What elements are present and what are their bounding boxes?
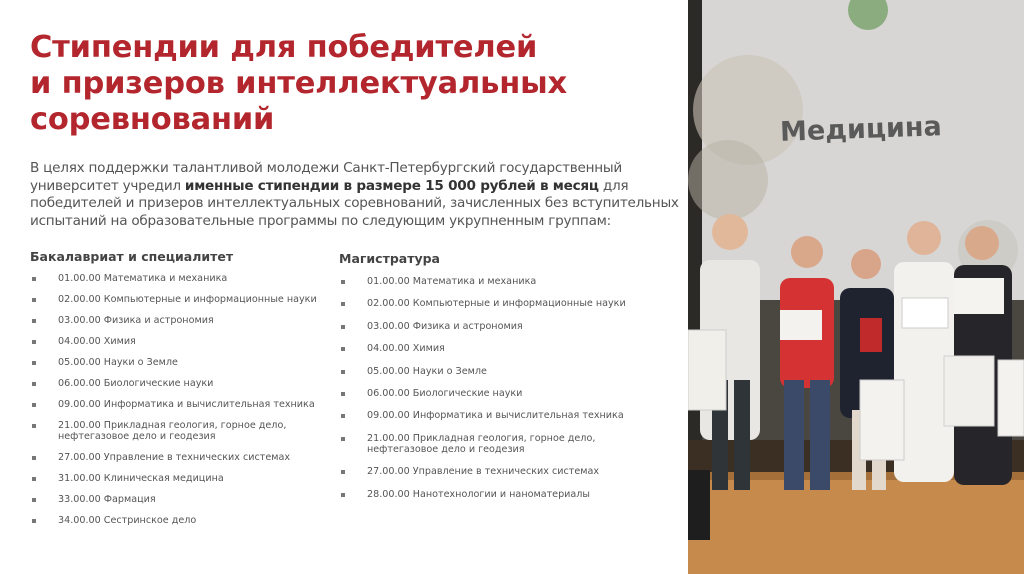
- photo-illustration: [688, 0, 1024, 574]
- list-item-text: 03.00.00 Физика и астрономия: [58, 315, 214, 326]
- list-item-text: 09.00.00 Информатика и вычислительная техника: [58, 399, 315, 410]
- bachelor-column: [30, 249, 330, 536]
- square-bullet-icon: [32, 382, 36, 386]
- list-item-text: 06.00.00 Биологические науки: [367, 387, 523, 399]
- square-bullet-icon: [32, 340, 36, 344]
- square-bullet-icon: [341, 414, 345, 418]
- square-bullet-icon: [32, 298, 36, 302]
- list-item: [339, 298, 659, 309]
- list-item-text: 33.00.00 Фармация: [58, 494, 156, 505]
- list-item: [339, 388, 659, 399]
- list-item-text: 09.00.00 Информатика и вычислительная техника: [367, 410, 624, 422]
- list-item-text: 02.00.00 Компьютерные и информационные науки: [58, 294, 317, 305]
- list-item: [30, 452, 330, 463]
- list-item-text: 34.00.00 Сестринское дело: [58, 515, 197, 526]
- master-heading: Магистратура: [339, 251, 440, 266]
- list-item: [30, 420, 330, 442]
- square-bullet-icon: [32, 498, 36, 502]
- list-item: [30, 515, 330, 526]
- bachelor-heading: Бакалавриат и специалитет: [30, 249, 234, 264]
- intro-text: для победителей и призеров интеллектуальных соревнований, зачисленных без вступительных испытаний на образовательные программы по следующим укрупненным группам:: [30, 177, 679, 229]
- list-item-text: 01.00.00 Математика и механика: [58, 273, 228, 284]
- list-item-text: 28.00.00 Нанотехнологии и наноматериалы: [367, 488, 590, 500]
- list-item-text: 21.00.00 Прикладная геология, горное дело, нефтегазовое дело и геодезия: [58, 420, 287, 442]
- list-item-text: 21.00.00 Прикладная геология, горное дело, нефтегазовое дело и геодезия: [367, 432, 596, 455]
- list-item: [30, 473, 330, 484]
- square-bullet-icon: [341, 347, 345, 351]
- list-item: [30, 494, 330, 505]
- intro-highlight: именные стипендии в размере 15 000 рублей в месяц: [184, 177, 599, 194]
- list-item: [30, 378, 330, 389]
- square-bullet-icon: [341, 392, 345, 396]
- list-item: [339, 489, 659, 500]
- list-item: [339, 343, 659, 354]
- square-bullet-icon: [341, 470, 345, 474]
- square-bullet-icon: [341, 370, 345, 374]
- list-item: [30, 399, 330, 410]
- list-item: [30, 315, 330, 326]
- title-line: и призеров интеллектуальных: [30, 66, 567, 101]
- list-item: [30, 357, 330, 368]
- list-item-text: 02.00.00 Компьютерные и информационные науки: [367, 298, 626, 310]
- list-item-text: 27.00.00 Управление в технических системах: [367, 466, 600, 478]
- square-bullet-icon: [32, 424, 36, 428]
- list-item: [339, 276, 659, 287]
- list-item: [339, 466, 659, 477]
- list-item: [339, 433, 659, 455]
- screen-caption: Медицина: [779, 111, 943, 148]
- square-bullet-icon: [32, 277, 36, 281]
- list-item-text: 27.00.00 Управление в технических системах: [58, 452, 291, 463]
- square-bullet-icon: [32, 519, 36, 523]
- award-photo: [688, 0, 1024, 574]
- list-item-text: 05.00.00 Науки о Земле: [367, 365, 487, 377]
- slide-title: [30, 30, 670, 138]
- list-item-text: 04.00.00 Химия: [367, 343, 445, 355]
- list-item-text: 05.00.00 Науки о Земле: [58, 357, 178, 368]
- master-column: [339, 251, 659, 511]
- list-item-text: 03.00.00 Физика и астрономия: [367, 320, 523, 332]
- list-item-text: 01.00.00 Математика и механика: [367, 276, 537, 287]
- square-bullet-icon: [341, 325, 345, 329]
- list-item: [30, 294, 330, 305]
- list-item: [30, 273, 330, 284]
- title-line: Стипендии для победителей: [30, 30, 538, 65]
- square-bullet-icon: [32, 477, 36, 481]
- list-item-text: 31.00.00 Клиническая медицина: [58, 473, 224, 484]
- list-item-text: 06.00.00 Биологические науки: [58, 378, 214, 389]
- list-item-text: 04.00.00 Химия: [58, 336, 136, 347]
- square-bullet-icon: [32, 456, 36, 460]
- square-bullet-icon: [341, 437, 345, 441]
- list-item: [30, 336, 330, 347]
- square-bullet-icon: [341, 493, 345, 497]
- square-bullet-icon: [32, 403, 36, 407]
- square-bullet-icon: [341, 280, 345, 284]
- intro-text: В целях поддержки талантливой молодежи Санкт-Петербургский государственный университет учредил: [30, 160, 622, 194]
- intro-paragraph: [30, 160, 680, 230]
- bachelor-list: [30, 273, 330, 526]
- square-bullet-icon: [32, 319, 36, 323]
- square-bullet-icon: [32, 361, 36, 365]
- list-item: [339, 321, 659, 332]
- master-list: [339, 276, 659, 500]
- list-item: [339, 410, 659, 421]
- square-bullet-icon: [341, 302, 345, 306]
- title-line: соревнований: [30, 102, 275, 137]
- list-item: [339, 366, 659, 377]
